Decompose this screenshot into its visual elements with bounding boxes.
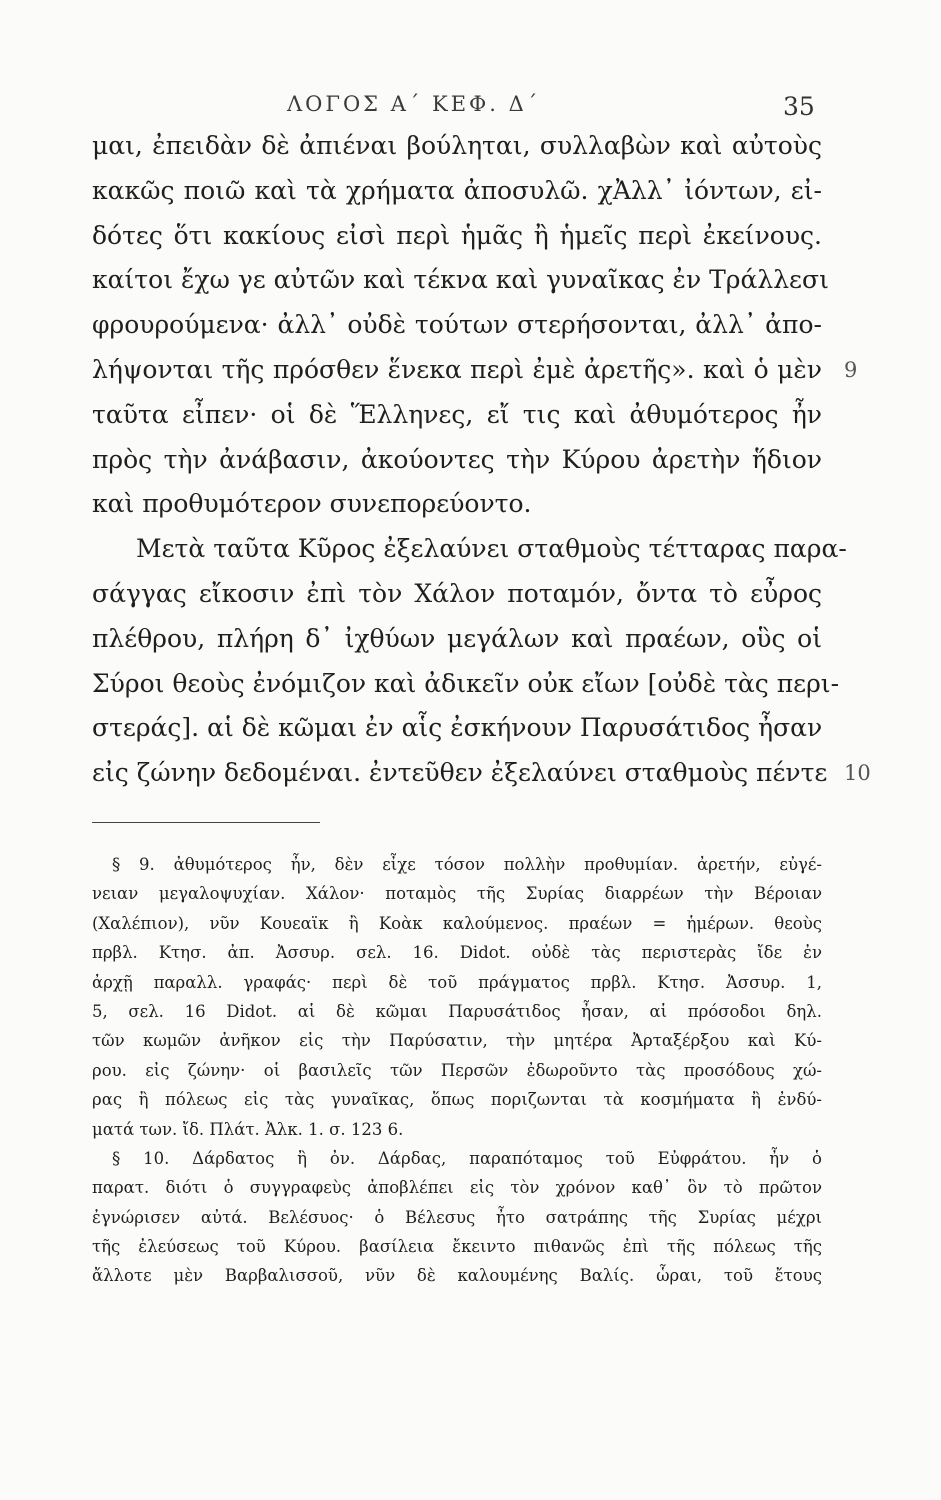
text-line: φρουρούμενα· ἀλλ᾽ οὐδὲ τούτων στερήσονται, ἀλλ᾽ ἀπο- [92,310,822,340]
footnote-line: (Χαλέπιον), νῦν Κουεαϊκ ἢ Κοὰκ καλούμενος. πραέων = ἡμέρων. θεοὺς [92,913,822,933]
footnote-line: τῆς ἐλεύσεως τοῦ Κύρου. βασίλεια ἔκειντο πιθανῶς ἐπὶ τῆς πόλεως τῆς [92,1237,822,1257]
text-line: πρὸς τὴν ἀνάβασιν, ἀκούοντες τὴν Κύρου ἀρετὴν ἥδιον [92,444,822,474]
footnote-line: ἐγνώρισεν αὐτά. Βελέσυος· ὁ Βέλεσυς ἦτο σατράπης τῆς Συρίας μέχρι [92,1207,822,1227]
footnote-line: ρας ἢ πόλεως εἰς τὰς γυναῖκας, ὅπως ποριζωνται τὰ κοσμήματα ἢ ἐνδύ- [92,1090,822,1110]
text-line [92,751,871,796]
text-line: καίτοι ἔχω γε αὐτῶν καὶ τέκνα καὶ γυναῖκας ἐν Τράλλεσι [92,265,829,295]
text-line: σάγγας εἴκοσιν ἐπὶ τὸν Χάλον ποταμόν, ὄντα τὸ εὖρος [92,578,822,608]
footnote-line: νειαν μεγαλοψυχίαν. Χάλον· ποταμὸς τῆς Συρίας διαρρέων τὴν Βέροιαν [92,884,822,904]
main-text [92,124,871,796]
footnote-line: ρου. εἰς ζώνην· οἱ βασιλεῖς τῶν Περσῶν ἐδωροῦντο τὰς προσόδους χώ- [92,1060,822,1080]
footnote-line: ἄλλοτε μὲν Βαρβαλισσοῦ, νῦν δὲ καλουμένης Βαλίς. ὧραι, τοῦ ἔτους [92,1266,822,1286]
footnote-line: τῶν κωμῶν ἀνῆκον εἰς τὴν Παρύσατιν, τὴν μητέρα Ἀρταξέρξου καὶ Κύ- [92,1031,822,1051]
text-line: στεράς]. αἱ δὲ κῶμαι ἐν αἷς ἐσκήνουν Παρυσάτιδος ἦσαν [92,713,823,743]
footnote-divider [92,822,320,823]
text-line [92,348,858,393]
text-line: μαι, ἐπειδὰν δὲ ἀπιέναι βούληται, συλλαβὼν καὶ αὐτοὺς [92,131,822,160]
section-number: 9 [844,357,858,382]
footnote-line: 5, σελ. 16 Didot. αἱ δὲ κῶμαι Παρυσάτιδος ἦσαν, αἱ πρόσοδοι δηλ. [92,1001,822,1021]
text-line: πλέθρου, πλήρη δ᾽ ἰχθύων μεγάλων καὶ πραέων, οὓς οἱ [92,623,822,653]
footnote-line: παρατ. διότι ὁ συγγραφεὺς ἀποβλέπει εἰς τὸν χρόνον καθ᾽ ὃν τὸ πρῶτον [92,1178,822,1198]
text-line: καὶ προθυμότερον συνεπορεύοντο. [92,489,532,519]
text-line-content: εἰς ζώνην δεδομέναι. ἐντεῦθεν ἐξελαύνει σταθμοὺς πέντε [92,758,828,788]
footnote-line: § 10. Δάρδατος ἢ ὀν. Δάρδας, παραπόταμος τοῦ Εὐφράτου. ἦν ὁ [112,1148,822,1168]
running-head: ΛΟΓΟΣ Α΄ ΚΕΦ. Δ΄ [287,92,541,116]
page-header [0,92,941,122]
text-line: δότες ὅτι κακίους εἰσὶ περὶ ἡμᾶς ἢ ἡμεῖς περὶ ἐκείνους. [92,220,822,250]
section-number: 10 [844,761,871,786]
text-line: κακῶς ποιῶ καὶ τὰ χρήματα ἀποσυλῶ. χἈλλ᾽ ἰόντων, εἰ- [92,175,822,205]
footnote-line: ἀρχῇ παραλλ. γραφάς· περὶ δὲ τοῦ πράγματος πρβλ. Κτησ. Ἀσσυρ. 1, [92,972,822,992]
text-line-content: λήψονται τῆς πρόσθεν ἕνεκα περὶ ἐμὲ ἀρετῆς». καὶ ὁ μὲν [92,354,822,384]
text-line: ταῦτα εἶπεν· οἱ δὲ Ἕλληνες, εἴ τις καὶ ἀθυμότερος ἦν [92,399,822,429]
footnote-line: ματά των. ἴδ. Πλάτ. Ἀλκ. 1. σ. 123 6. [92,1119,404,1139]
paragraph-start: Μετὰ ταῦτα Κῦρος ἐξελαύνει σταθμοὺς τέτταρας παρα- [136,534,847,564]
page-number: 35 [783,92,815,121]
footnote-line: πρβλ. Κτησ. ἀπ. Ἀσσυρ. σελ. 16. Didot. οὐδὲ τὰς περιστερὰς ἴδε ἐν [92,943,822,963]
footnote-line: § 9. ἀθυμότερος ἦν, δὲν εἶχε τόσον πολλὴν προθυμίαν. ἀρετήν, εὐγέ- [112,855,822,874]
text-line: Σύροι θεοὺς ἐνόμιζον καὶ ἀδικεῖν οὐκ εἴων [οὐδὲ τὰς περι- [92,668,840,698]
footnotes [92,850,822,1291]
